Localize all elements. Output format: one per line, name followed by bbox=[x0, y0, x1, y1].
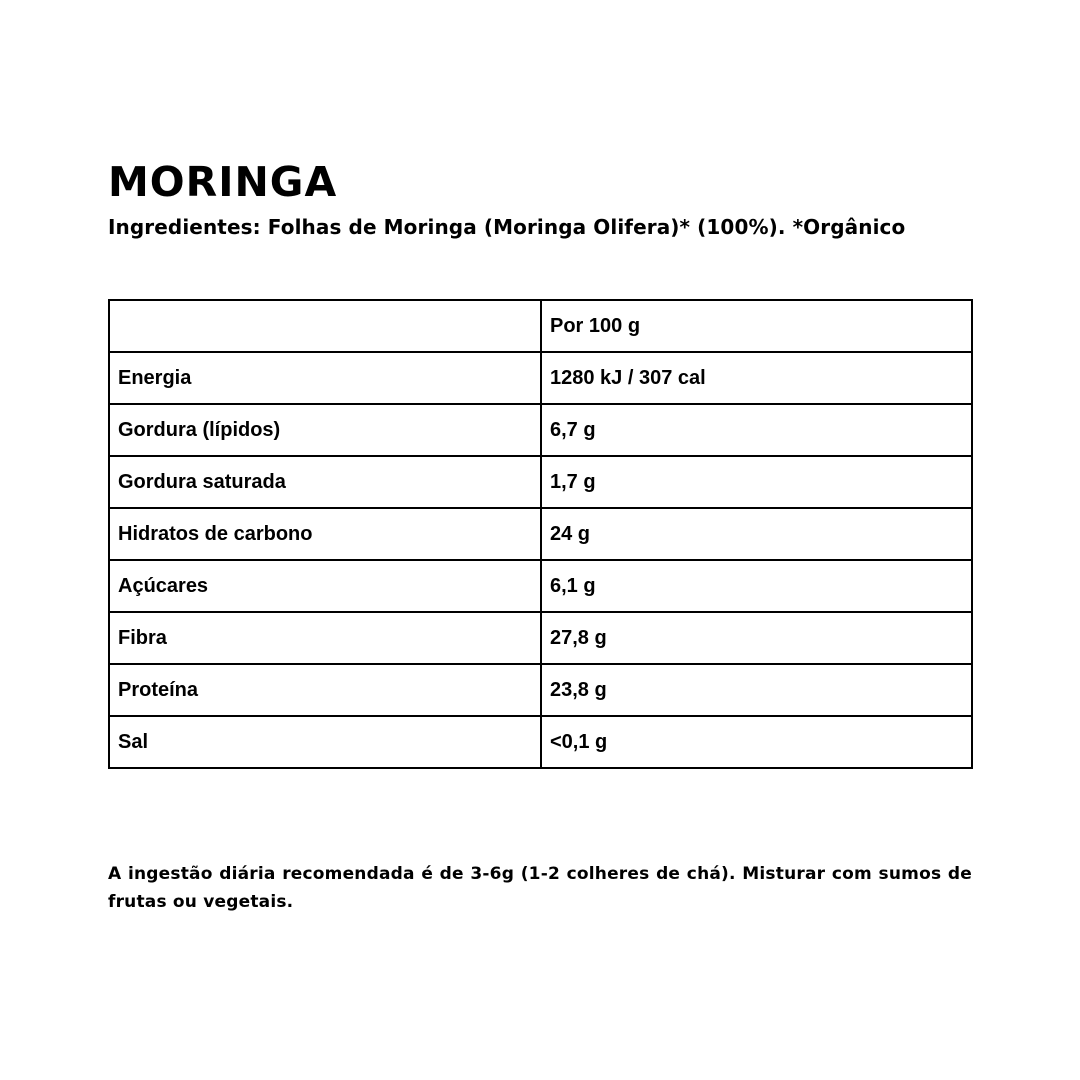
nutrient-value: 1,7 g bbox=[541, 456, 972, 508]
table-row bbox=[109, 664, 972, 716]
table-row bbox=[109, 716, 972, 768]
nutrient-name: Hidratos de carbono bbox=[109, 508, 541, 560]
nutrient-value: 6,7 g bbox=[541, 404, 972, 456]
nutrient-name: Proteína bbox=[109, 664, 541, 716]
nutrient-value: 23,8 g bbox=[541, 664, 972, 716]
nutrition-table bbox=[108, 299, 973, 769]
nutrient-name: Açúcares bbox=[109, 560, 541, 612]
nutrient-value: 1280 kJ / 307 cal bbox=[541, 352, 972, 404]
nutrient-name: Sal bbox=[109, 716, 541, 768]
daily-intake-note: A ingestão diária recomendada é de 3-6g (1-2 colheres de chá). Misturar com sumos de frutas ou vegetais. bbox=[108, 864, 972, 912]
table-row bbox=[109, 404, 972, 456]
table-row bbox=[109, 456, 972, 508]
table-row bbox=[109, 612, 972, 664]
nutrient-name: Fibra bbox=[109, 612, 541, 664]
nutrient-name: Gordura saturada bbox=[109, 456, 541, 508]
table-row bbox=[109, 508, 972, 560]
nutrient-value: 24 g bbox=[541, 508, 972, 560]
header-cell-nutrient bbox=[109, 300, 541, 352]
nutrient-name: Energia bbox=[109, 352, 541, 404]
table-row bbox=[109, 352, 972, 404]
table-row bbox=[109, 560, 972, 612]
table-header-row bbox=[109, 300, 972, 352]
header-cell-per-100g: Por 100 g bbox=[541, 300, 972, 352]
nutrient-value: 27,8 g bbox=[541, 612, 972, 664]
product-title: MORINGA bbox=[108, 158, 338, 206]
ingredients-text: Ingredientes: Folhas de Moringa (Moringa Olifera)* (100%). *Orgânico bbox=[108, 215, 906, 239]
nutrient-name: Gordura (lípidos) bbox=[109, 404, 541, 456]
nutrient-value: <0,1 g bbox=[541, 716, 972, 768]
nutrient-value: 6,1 g bbox=[541, 560, 972, 612]
